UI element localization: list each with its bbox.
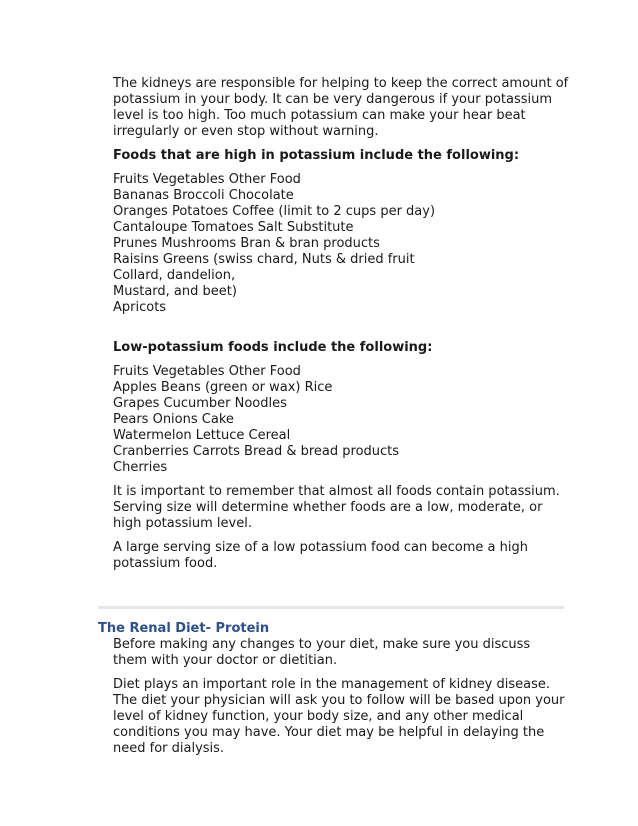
list-item: Cantaloupe Tomatoes Salt Substitute — [113, 220, 354, 235]
list-item: Fruits Vegetables Other Food — [113, 172, 301, 187]
list-item: Fruits Vegetables Other Food — [113, 364, 301, 379]
list-item: Collard, dandelion, — [113, 268, 236, 283]
potassium-note-serving-size: It is important to remember that almost all foods contain potassium. Serving size will determine whether foods are a low, moderate, or high potassium level. — [113, 484, 560, 531]
list-item: Raisins Greens (swiss chard, Nuts & dried fruit — [113, 252, 415, 267]
potassium-intro: The kidneys are responsible for helping to keep the correct amount of potassium in your body. It can be very dangerous if your potassium level is too high. Too much potassium can make your hear beat irregularly or even stop without warning. — [113, 76, 569, 139]
list-item: Apples Beans (green or wax) Rice — [113, 380, 333, 395]
protein-paragraph-2: Diet plays an important role in the management of kidney disease. The diet your physician will ask you to follow will be based upon your level of kidney function, your body size, and any other medical conditions you may have. Your diet may be helpful in delaying the need for dialysis. — [113, 677, 565, 756]
low-potassium-heading: Low-potassium foods include the following: — [113, 340, 433, 355]
low-potassium-list — [113, 364, 573, 476]
list-item: Pears Onions Cake — [113, 412, 234, 427]
list-item: Grapes Cucumber Noodles — [113, 396, 287, 411]
protein-paragraph-1: Before making any changes to your diet, make sure you discuss them with your doctor or dietitian. — [113, 637, 531, 668]
protein-section — [98, 621, 568, 765]
list-item: Bananas Broccoli Chocolate — [113, 188, 294, 203]
list-item: Cherries — [113, 460, 168, 475]
section-divider — [98, 606, 564, 609]
list-item: Watermelon Lettuce Cereal — [113, 428, 291, 443]
high-potassium-heading: Foods that are high in potassium include the following: — [113, 148, 520, 163]
list-item: Cranberries Carrots Bread & bread products — [113, 444, 400, 459]
blank-line — [113, 324, 573, 340]
potassium-note-large-serving: A large serving size of a low potassium food can become a high potassium food. — [113, 540, 528, 571]
protein-section-body — [98, 637, 568, 757]
list-item: Apricots — [113, 300, 167, 315]
high-potassium-list — [113, 172, 573, 316]
potassium-section — [113, 76, 573, 580]
list-item: Oranges Potatoes Coffee (limit to 2 cups per day) — [113, 204, 436, 219]
list-item: Mustard, and beet) — [113, 284, 237, 299]
list-item: Prunes Mushrooms Bran & bran products — [113, 236, 380, 251]
protein-section-title: The Renal Diet- Protein — [98, 621, 270, 636]
